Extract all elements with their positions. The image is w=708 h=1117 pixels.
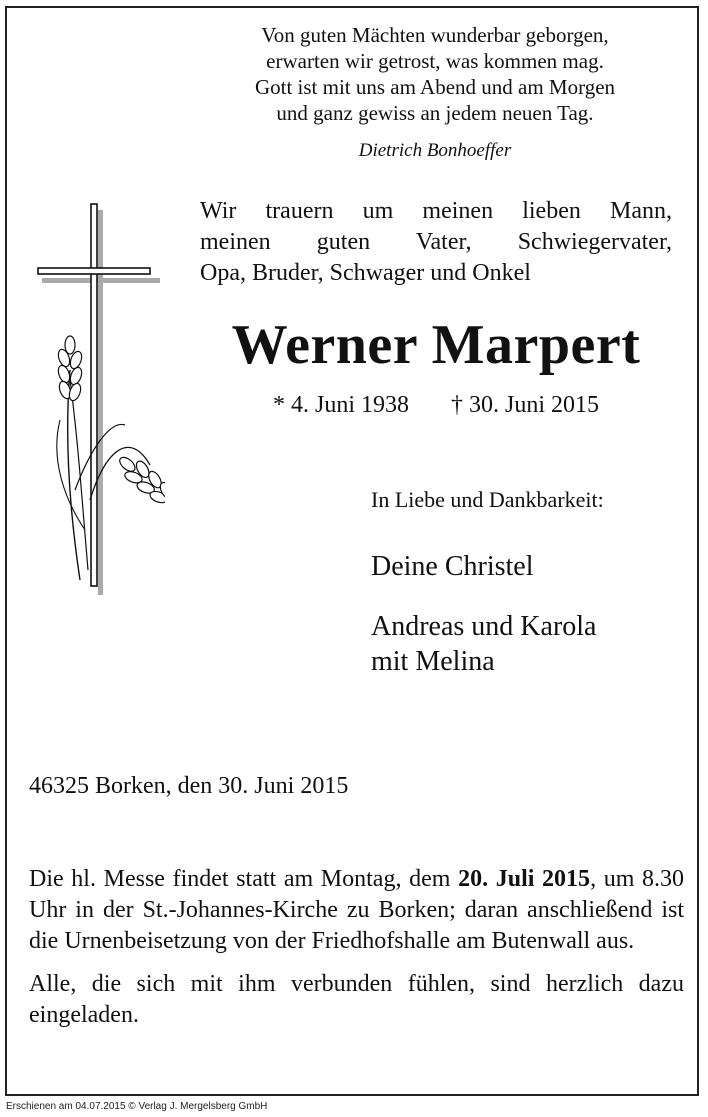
poem-line: erwarten wir getrost, was kommen mag. bbox=[266, 49, 604, 73]
service-date: 20. Juli 2015 bbox=[458, 866, 591, 892]
mourners-heading: In Liebe und Dankbarkeit: bbox=[371, 487, 604, 512]
cross-with-wheat-icon bbox=[30, 200, 165, 595]
intro-line: Wir trauern um meinen lieben Mann, bbox=[200, 198, 672, 224]
birth-date: * 4. Juni 1938 bbox=[272, 392, 409, 418]
poem-author: Dietrich Bonhoeffer bbox=[358, 140, 512, 161]
mourner-line: Deine Christel bbox=[371, 551, 534, 582]
poem-line: Gott ist mit uns am Abend und am Morgen bbox=[254, 75, 616, 99]
intro-text bbox=[200, 196, 672, 289]
life-dates bbox=[200, 392, 672, 419]
invitation-paragraph: Alle, die sich mit ihm verbunden fühlen, sind herzlich dazu eingeladen. bbox=[29, 971, 684, 1028]
poem-line: Von guten Mächten wunderbar geborgen, bbox=[261, 23, 609, 47]
death-date: † 30. Juni 2015 bbox=[451, 392, 600, 418]
poem bbox=[200, 22, 670, 126]
intro-line: meinen guten Vater, Schwiegervater, bbox=[200, 229, 672, 255]
mourner-line: Andreas und Karola bbox=[371, 611, 597, 642]
service-info bbox=[29, 864, 684, 1043]
mourner-line: mit Melina bbox=[371, 646, 495, 677]
service-paragraph: Die hl. Messe findet statt am Montag, dem 20. Juli 2015, um 8.30 Uhr in der St.-Johannes-Kirche zu Borken; daran anschließend ist die Urnenbeisetzung von der Friedhofshalle am Butenwall aus. bbox=[29, 866, 685, 954]
place-date: 46325 Borken, den 30. Juni 2015 bbox=[29, 773, 349, 799]
intro-line: Opa, Bruder, Schwager und Onkel bbox=[200, 260, 531, 286]
poem-line: und ganz gewiss an jedem neuen Tag. bbox=[276, 101, 594, 125]
publication-footer: Erschienen am 04.07.2015 © Verlag J. Mergelsberg GmbH bbox=[6, 1101, 268, 1112]
deceased-name: Werner Marpert bbox=[231, 314, 641, 376]
